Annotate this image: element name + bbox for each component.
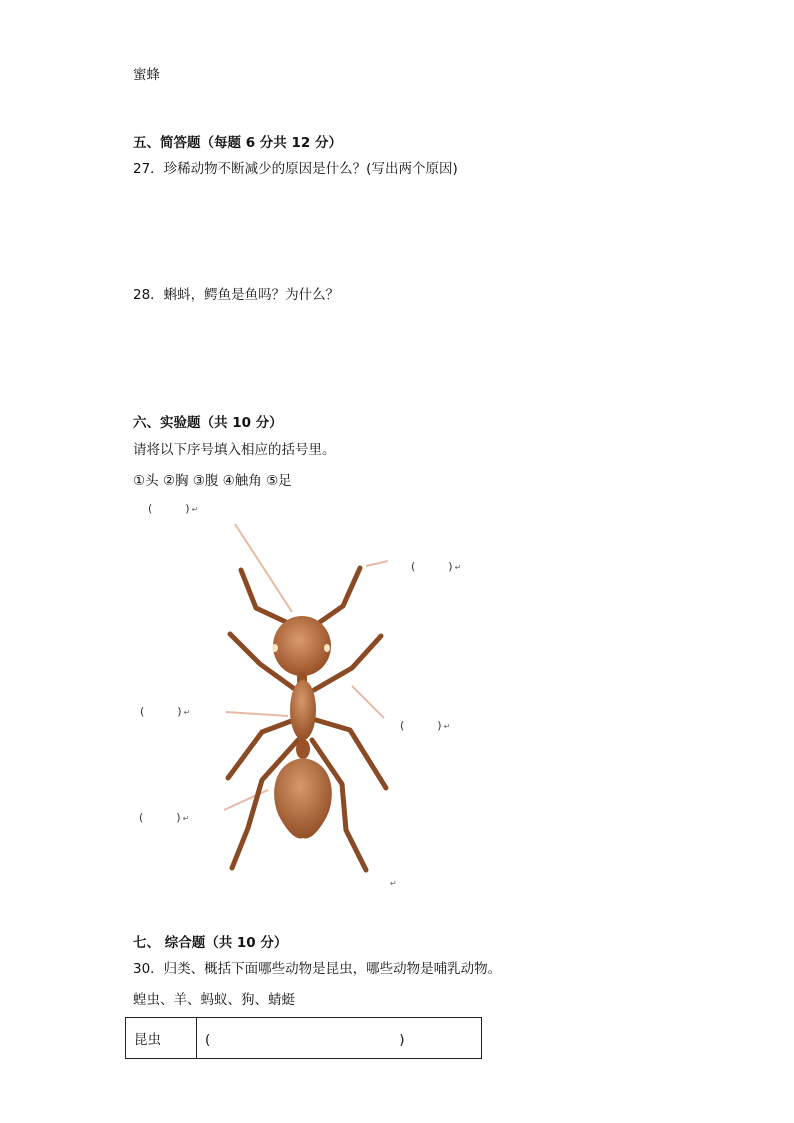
right-antenna [320, 568, 360, 622]
ant-head [273, 616, 331, 676]
label-options: ①头 ②胸 ③腹 ④触角 ⑤足 [133, 473, 292, 489]
left-antenna [241, 570, 286, 622]
ant-abdomen [274, 758, 332, 838]
row-label-insects: 昆虫 [126, 1018, 197, 1059]
question-28: 28．蝌蚪，鳄鱼是鱼吗？为什么？ [133, 287, 340, 303]
diagram-end-mark: ↵ [390, 879, 397, 888]
section-7-heading: 七、 综合题（共 10 分） [133, 935, 288, 951]
question-30: 30．归类、概括下面哪些动物是昆虫，哪些动物是哺乳动物。 [133, 961, 502, 977]
ant-eye-right [324, 644, 330, 652]
question-27: 27．珍稀动物不断减少的原因是什么？(写出两个原因) [133, 161, 458, 177]
blank-top-right[interactable]: ( ) ↵ [411, 560, 462, 573]
blank-top-left[interactable]: ( ) ↵ [148, 502, 199, 515]
animals-list: 蝗虫、羊、蚂蚁、狗、蜻蜓 [133, 992, 295, 1008]
classification-table [125, 1017, 482, 1059]
blank-bottom-left[interactable]: ( ) ↵ [139, 811, 190, 824]
blank-middle-right[interactable]: ( ) ↵ [400, 719, 451, 732]
ant-thorax [290, 680, 316, 740]
section-6-instruction: 请将以下序号填入相应的括号里。 [133, 442, 336, 458]
previous-answer-text: 蜜蜂 [133, 67, 160, 83]
blank-middle-left[interactable]: ( ) ↵ [140, 705, 191, 718]
ant-eye-left [272, 644, 278, 652]
answer-cell-insects[interactable]: ( ) [197, 1018, 482, 1059]
section-5-heading: 五、简答题（每题 6 分共 12 分） [133, 135, 342, 151]
ant-waist [296, 739, 310, 759]
table-row [126, 1018, 482, 1059]
section-6-heading: 六、实验题（共 10 分） [133, 415, 283, 431]
